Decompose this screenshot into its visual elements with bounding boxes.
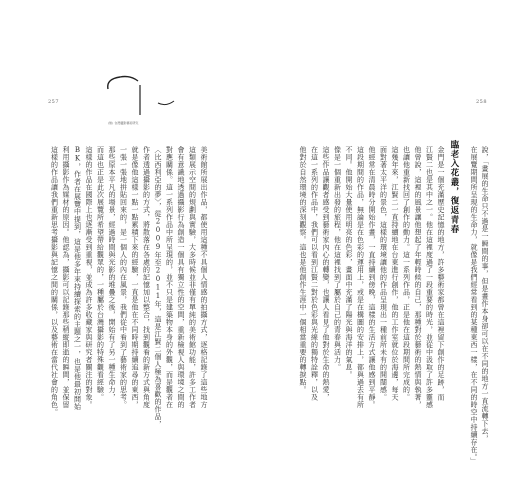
text-column: 那些原本平凡的場景，經過時間與光影的堆疊之後，開始有了另一種生命力， <box>108 146 116 401</box>
text-column: 對應關係。這一系列作品中所呈現的，並不只是建築物本身的外觀，而是觀者在 <box>165 146 174 409</box>
text-column: 〈比西利亞的夢〉，從2009年至2011年，這是江賢二個人極為喜歡的作品， <box>154 146 162 428</box>
right-page <box>260 0 520 500</box>
text-column: 面對著太平洋的景色，這樣的環境讓他的作品呈現出一種前所未有的開闊感。 <box>379 146 388 401</box>
text-column: 而這也正是此次展覽所希望帶給觀眾的，一種屬於台灣攝影的特殊觀看經驗。 <box>96 146 105 401</box>
text-column: BK，作者在展覽中提到，這是他多年來持續探索的主題之一，也是他最初開始 <box>73 146 82 411</box>
text-column: 會有意識地透過攝影行為創造一個具有獨立性的空間，重新檢視人與環境之間的 <box>177 146 185 409</box>
text-column: 他曾說，這裡的風景讓他想起了年輕時候的自己，那種對於藝術的熱情與執著， <box>414 146 422 409</box>
section-heading: 臨老入花叢，復返青春 <box>450 140 460 234</box>
logo-caption <box>108 121 138 125</box>
text-column: 一張一張地拼貼回來的，是一個人的內在風景，我們從中看到了藝術家的思考。 <box>119 146 128 409</box>
logo-caption-top: (無) <box>108 121 114 125</box>
text-column: 這些作品讓觀者感受到藝術家內心的轉變，也讓人看見了他對於生命的熱愛， <box>322 146 330 401</box>
text-column: 就是像他這樣一點一點累積下來的經驗，一直是他在不同時期持續追尋的東西， <box>131 146 139 409</box>
text-column: 他經常在清晨時分開始作畫，一直持續到傍晚，這樣的生活方式讓他感到平靜。 <box>368 146 376 409</box>
right-page-number: 258 <box>475 99 487 105</box>
text-column: 這段期間的作品，無論是在色彩的運用上，或是在構圖的安排上，都與過去有所 <box>356 146 365 409</box>
text-column: 也讓他重新找回了創作的動力。這一系列作品，正是他在這段期間所完成的。 <box>402 146 411 401</box>
left-page-number: 257 <box>48 99 60 105</box>
text-column: 在展覽期間所呈現的生命力，就像是我們經常看到的某種東西一樣，在不同的時空中持續存在。」 <box>470 146 478 465</box>
text-column: 利用攝影作為媒材的原因。他認為，攝影可以記錄那些稍縱即逝的瞬間，並保留 <box>62 146 70 409</box>
text-column: 他對於自然環境的深刻觀察。這也是他創作生涯中一個相當重要的轉捩點。 <box>299 146 307 394</box>
text-column: 這類展示空間的規劃與實驗，大多時候並非僅有單純的美術館功能，許多工作者 <box>188 146 197 409</box>
text-column: 這幾年來，江賢二一直持續地在台東進行創作，他的工作室就位於海邊，每天 <box>391 146 399 401</box>
text-column: 江賢二也是其中之一。他在這裡度過了一段重要的時光，並從中汲取了許多靈感 <box>425 146 434 409</box>
text-column: 不同。他開始大量使用明亮的色彩，畫面中充滿了陽光與海洋的氣息。 <box>345 146 353 379</box>
text-column: 這樣的作品在國際上也逐漸受到重視，並成為許多收藏家與研究者關注的對象。 <box>85 146 93 409</box>
text-column: 在這一系列的作品中，我們可以看到江賢二對於色彩與光線的獨特詮釋，以及 <box>310 146 319 401</box>
text-column: 說，「畫展的生命只不過是一瞬間的事，但是畫作本身卻可以在不同的地方一直流轉下去， <box>481 146 489 443</box>
text-column: 美術館所展出作品，都使用這種不具個人情感的拍攝方式，逐格記錄了這些地方 <box>200 146 208 409</box>
text-column: 作者透過攝影的方式，將散落在各處的記憶加以整合，找到觀看的新方式與角度 <box>142 146 151 409</box>
text-column: 這樣的作品讓我們重新思考攝影與記憶之間的關係，以及藝術在當代社會的角色。 <box>50 146 59 416</box>
publisher-logo <box>100 75 180 125</box>
text-column: 金門是一個充滿歷史記憶的地方，許多藝術家都曾在這裡留下創作的足跡，而 <box>437 146 445 401</box>
text-column: 像是一個重新出發的旅程，他在這裡找到了屬於自己的青春與活力。 <box>333 146 342 371</box>
logo-caption-bottom: 台灣攝影藝術研究 <box>114 121 139 125</box>
